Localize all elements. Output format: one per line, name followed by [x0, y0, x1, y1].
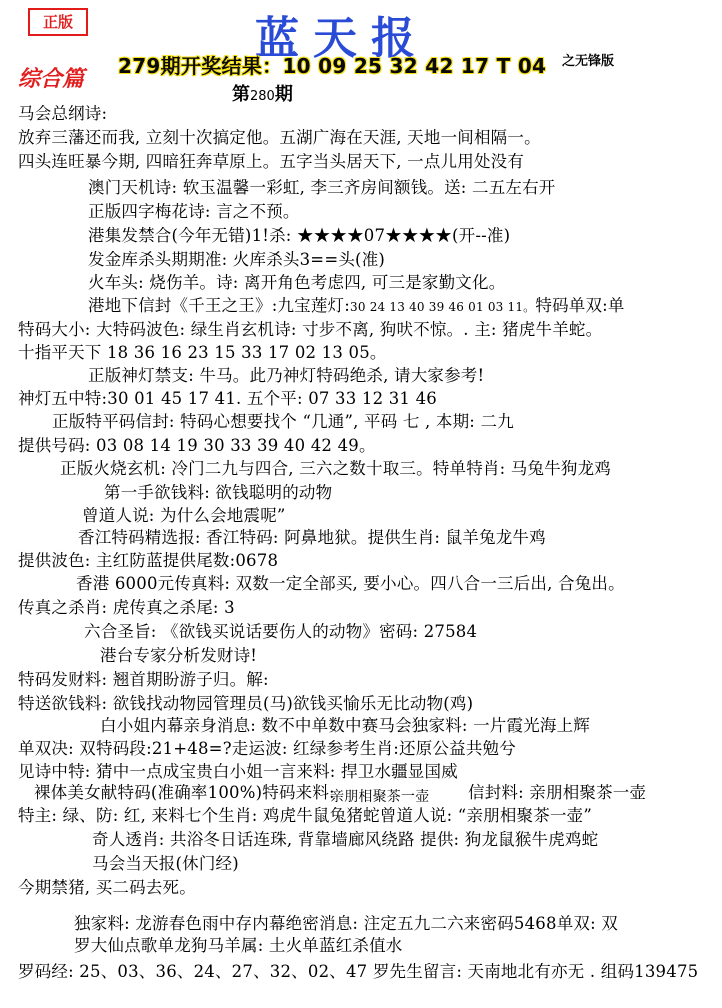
text-line: 马会总纲诗:	[18, 104, 108, 123]
text-line: 澳门天机诗: 软玉温馨一彩虹, 李三齐房间额钱。送: 二五左右开	[88, 178, 556, 197]
text-line: 单双决: 双特码段:21+48=?走运波: 红绿参考生肖:还原公益共勉兮	[18, 739, 516, 758]
section-label: 综合篇	[18, 67, 85, 92]
text-line: 曾道人说: 为什么会地震呢”	[82, 506, 286, 525]
text-line: 见诗中特: 猜中一点成宝贵白小姐一言来料: 捍卫水疆显国威	[18, 762, 458, 781]
text-line: 正版四字梅花诗: 言之不预。	[88, 202, 300, 221]
text-line: 特送欲钱料: 欲钱找动物园管理员(马)欲钱买愉乐无比动物(鸡)	[18, 694, 474, 713]
overlapping-text: 亲朋相聚茶一壶	[330, 789, 430, 805]
text-line: 港台专家分析发财诗!	[100, 646, 258, 665]
edition-label: 之无锋版	[562, 54, 615, 69]
text-line: 正版火烧玄机: 冷门二九与四合, 三六之数十取三。特单特肖: 马兔牛狗龙鸡	[60, 459, 611, 478]
newspaper-title: 蓝天报	[255, 13, 429, 64]
text-line: 四头连旺暴今期, 四暗狂奔草原上。五字当头居天下, 一点儿用处没有	[18, 152, 525, 171]
text-line: 裸体美女献特码(准确率100%)特码来料:	[34, 783, 335, 802]
text-line: 六合圣旨: 《欲钱买说话要伤人的动物》密码: 27584	[84, 622, 478, 641]
text-line: 第一手欲钱料: 欲钱聪明的动物	[104, 483, 333, 502]
text-line: 奇人透肖: 共浴冬日话连珠, 背靠墙廊风绕路 提供: 狗龙鼠猴牛虎鸡蛇	[92, 830, 599, 849]
luo-message: 罗先生留言: 天南地北有亦无 . 组码139475	[372, 962, 699, 981]
luo-code-label: 罗码经: 25、03、36、24、27、32、02、47	[18, 962, 368, 981]
odd-even-label: 特码单双:单	[535, 296, 625, 315]
text-line: 独家料: 龙游春色雨中存内幕绝密消息: 注定五九二六来密码5468单双: 双	[74, 914, 619, 933]
draw-result: 279期开奖结果：10 09 25 32 42 17 T 04	[118, 54, 547, 78]
text-line: 港集发禁合(今年无错)1!杀: ★★★★07★★★★(开--准)	[88, 226, 511, 245]
text-line: 提供号码: 03 08 14 19 30 33 39 40 42 49。	[18, 436, 376, 455]
issue-prefix: 第	[232, 84, 250, 105]
envelope-label: 港地下信封《千王之王》:九宝莲灯:	[88, 296, 351, 315]
text-line: 今期禁猪, 买二码去死。	[18, 878, 196, 897]
text-line: 放弃三藩还而我, 立刻十次搞定他。五湖广海在天涯, 天地一间相隔一。	[18, 128, 541, 147]
text-line: 白小姐内幕亲身消息: 数不中单数中赛马会独家料: 一片霞光海上辉	[100, 716, 591, 735]
text-line: 罗大仙点歌单龙狗马羊属: 土火单蓝红杀值水	[74, 936, 403, 955]
text-line: 马会当天报(休门经)	[92, 854, 239, 873]
text-line: 香港 6000元传真料: 双数一定全部买, 要小心。四八合一三后出, 合兔出。	[76, 574, 625, 593]
text-line: 正版特平码信封: 特码心想要找个 “几通”, 平码 七 , 本期: 二九	[52, 412, 514, 431]
text-line	[18, 962, 698, 982]
envelope-numbers: 30 24 13 40 39 46 01 03 11。	[350, 300, 536, 314]
issue-label	[232, 80, 293, 106]
authentic-stamp: 正版	[28, 8, 88, 36]
text-line: 神灯五中特:30 01 45 17 41. 五个平: 07 33 12 31 46	[18, 389, 437, 408]
text-line: 火车头: 烧伤羊。诗: 离开角色考虑四, 可三是家勤文化。	[88, 273, 506, 292]
text-line	[88, 296, 625, 317]
text-line: 发金库杀头期期准: 火库杀头3==头(准)	[88, 250, 386, 269]
text-line: 香江特码精选报: 香江特码: 阿鼻地狱。提供生肖: 鼠羊兔龙牛鸡	[78, 528, 546, 547]
issue-number: 280	[250, 89, 275, 104]
text-line: 特主: 绿、防: 红, 来料七个生肖: 鸡虎牛鼠兔猪蛇曾道人说: “亲朋相聚茶一壶”	[18, 806, 592, 825]
text-line: 特码大小: 大特码波色: 绿生肖玄机诗: 寸步不离, 狗吠不惊。. 主: 猪虎牛羊蛇。	[18, 320, 603, 339]
text-line: 正版神灯禁支: 牛马。此乃神灯特码绝杀, 请大家参考!	[88, 366, 485, 385]
issue-suffix: 期	[274, 84, 293, 105]
text-line: 特码发财料: 翘首期盼游子归。解:	[18, 670, 269, 689]
text-line: 信封料: 亲朋相聚茶一壶	[468, 783, 647, 802]
text-line: 传真之杀肖: 虎传真之杀尾: 3	[18, 598, 235, 617]
text-line: 提供波色: 主红防蓝提供尾数:0678	[18, 551, 279, 570]
text-line: 十指平天下 18 36 16 23 15 33 17 02 13 05。	[18, 343, 387, 362]
